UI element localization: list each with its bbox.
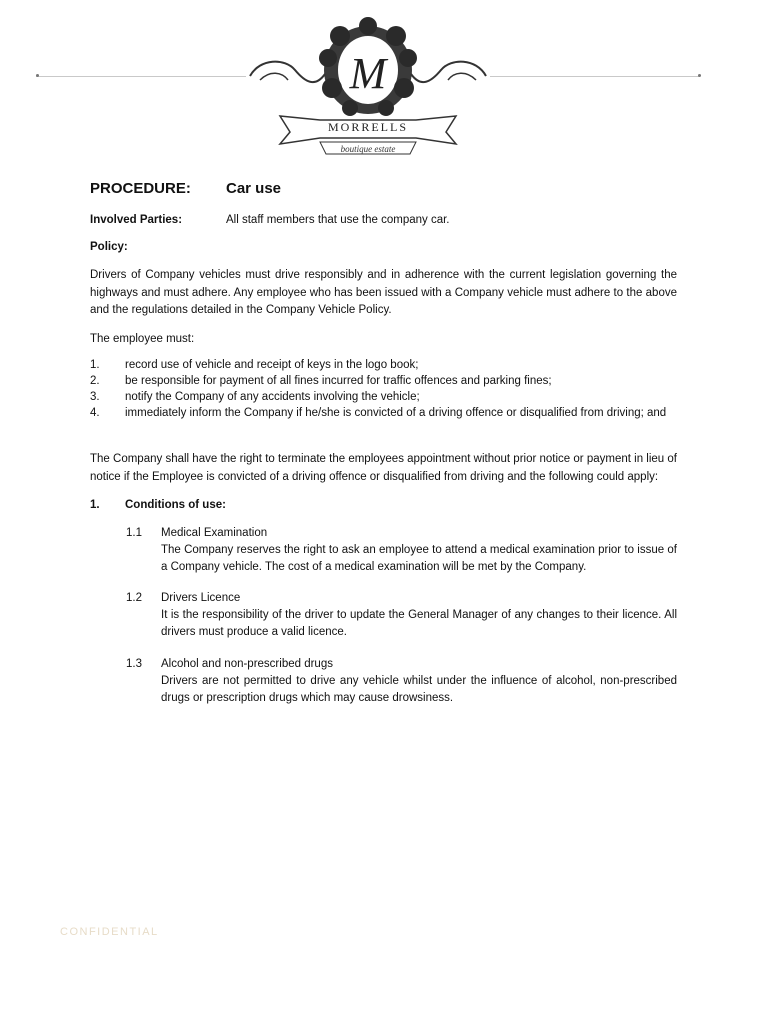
logo-subtitle: boutique estate (340, 144, 396, 154)
list-item-number: 1. (90, 359, 100, 371)
list-item-text: record use of vehicle and receipt of keys in the logo book; (125, 359, 419, 371)
list-item-text: immediately inform the Company if he/she is convicted of a driving offence or disqualified from driving; and (125, 407, 667, 419)
header-dot-right (698, 74, 701, 77)
subsection-body: The Company reserves the right to ask an employee to attend a medical examination prior to issue of a Company vehicle. The cost of a medical examination will be met by the Company. (161, 544, 677, 573)
list-item-number: 2. (90, 375, 100, 387)
header-rule-right (490, 76, 700, 77)
intro-paragraph: Drivers of Company vehicles must drive responsibly and in adherence with the current legislation governing the highways and must adhere. Any employee who has been issued with a Company vehicle must adhere to the above and the regulations detailed in the Company Vehicle Policy. (90, 269, 677, 316)
procedure-title: Car use (226, 180, 282, 197)
subsection-heading: Medical Examination (161, 527, 268, 539)
subsection-number: 1.3 (126, 658, 142, 670)
list-item-text: be responsible for payment of all fines incurred for traffic offences and parking fines; (125, 375, 552, 387)
section-number: 1. (90, 499, 100, 511)
section-heading (90, 497, 677, 515)
procedure-label: PROCEDURE: (90, 180, 191, 197)
employee-must-text: The employee must: (90, 333, 195, 345)
subsection-number: 1.2 (126, 592, 142, 604)
termination-paragraph: The Company shall have the right to terminate the employees appointment without prior notice or payment in lieu of notice if the Employee is convicted of a driving offence or disqualified from driving and the following could apply: (90, 453, 677, 483)
header-dot-left (36, 74, 39, 77)
list-item-number: 3. (90, 391, 100, 403)
involved-parties-row (90, 212, 677, 230)
subsection-body: It is the responsibility of the driver to update the General Manager of any changes to their licence. All drivers must produce a valid licence. (161, 609, 677, 638)
subsection-heading: Alcohol and non-prescribed drugs (161, 658, 333, 670)
confidential-footer: CONFIDENTIAL (60, 926, 159, 938)
section-title: Conditions of use: (125, 499, 226, 511)
involved-parties-value: All staff members that use the company car. (226, 214, 450, 226)
subsection-heading: Drivers Licence (161, 592, 241, 604)
list-item-number: 4. (90, 407, 100, 419)
involved-parties-label: Involved Parties: (90, 214, 183, 226)
crest-logo-icon (240, 8, 496, 158)
company-logo (240, 8, 496, 158)
list-item-text: notify the Company of any accidents involving the vehicle; (125, 391, 420, 403)
subsection-body: Drivers are not permitted to drive any vehicle whilst under the influence of alcohol, non-prescribed drugs or prescription drugs which may cause drowsiness. (161, 675, 677, 704)
policy-label: Policy: (90, 241, 128, 253)
logo-name: MORRELLS (327, 120, 408, 134)
subsection-number: 1.1 (126, 527, 142, 539)
header-rule-left (36, 76, 246, 77)
svg-text:M: M (349, 49, 387, 98)
